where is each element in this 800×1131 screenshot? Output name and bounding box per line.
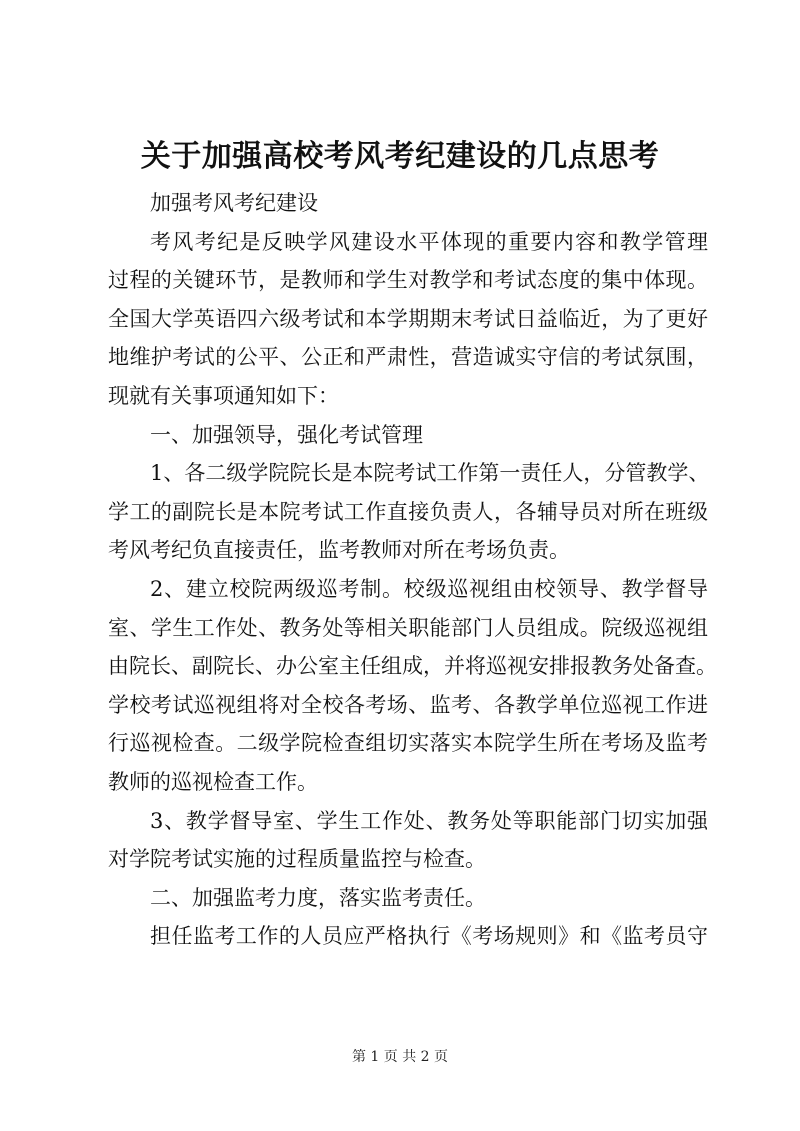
document-title: 关于加强高校考风考纪建设的几点思考 [140, 139, 660, 174]
paragraph-line: 教师的巡视检查工作。 [108, 769, 318, 794]
paragraph-line: 行巡视检查。二级学院检查组切实落实本院学生所在考场及监考 [108, 731, 708, 756]
paragraph-line: 2、建立校院两级巡考制。校级巡视组由校领导、教学督导 [150, 576, 708, 601]
paragraph-line: 1、各二级学院院长是本院考试工作第一责任人，分管教学、 [150, 461, 710, 486]
section-heading: 加强考风考纪建设 [150, 191, 318, 215]
paragraph-line: 考风考纪负直接责任，监考教师对所在考场负责。 [108, 538, 570, 563]
paragraph-line: 过程的关键环节，是教师和学生对教学和考试态度的集中体现。 [108, 268, 708, 293]
paragraph-line: 现就有关事项通知如下： [108, 383, 339, 408]
page-footer: 第 1 页 共 2 页 [351, 1049, 449, 1065]
paragraph-line: 学校考试巡视组将对全校各考场、监考、各教学单位巡视工作进 [108, 692, 708, 717]
paragraph-line: 担任监考工作的人员应严格执行《考场规则》和《监考员守 [150, 924, 708, 949]
paragraph-line: 对学院考试实施的过程质量监控与检查。 [108, 847, 486, 872]
paragraph-line: 室、学生工作处、教务处等相关职能部门人员组成。院级巡视组 [108, 615, 708, 640]
section-heading: 二、加强监考力度，落实监考责任。 [150, 885, 486, 910]
paragraph-line: 由院长、副院长、办公室主任组成，并将巡视安排报教务处备查。 [108, 654, 717, 679]
paragraph-line: 学工的副院长是本院考试工作直接负责人，各辅导员对所在班级 [108, 499, 708, 524]
paragraph-line: 3、教学督导室、学生工作处、教务处等职能部门切实加强 [150, 808, 708, 833]
paragraph-line: 全国大学英语四六级考试和本学期期末考试日益临近，为了更好 [108, 306, 708, 331]
paragraph-line: 考风考纪是反映学风建设水平体现的重要内容和教学管理 [150, 229, 708, 254]
document-body [108, 184, 717, 956]
paragraph-line: 地维护考试的公平、公正和严肃性，营造诚实守信的考试氛围， [108, 345, 708, 370]
section-heading: 一、加强领导，强化考试管理 [150, 422, 423, 447]
